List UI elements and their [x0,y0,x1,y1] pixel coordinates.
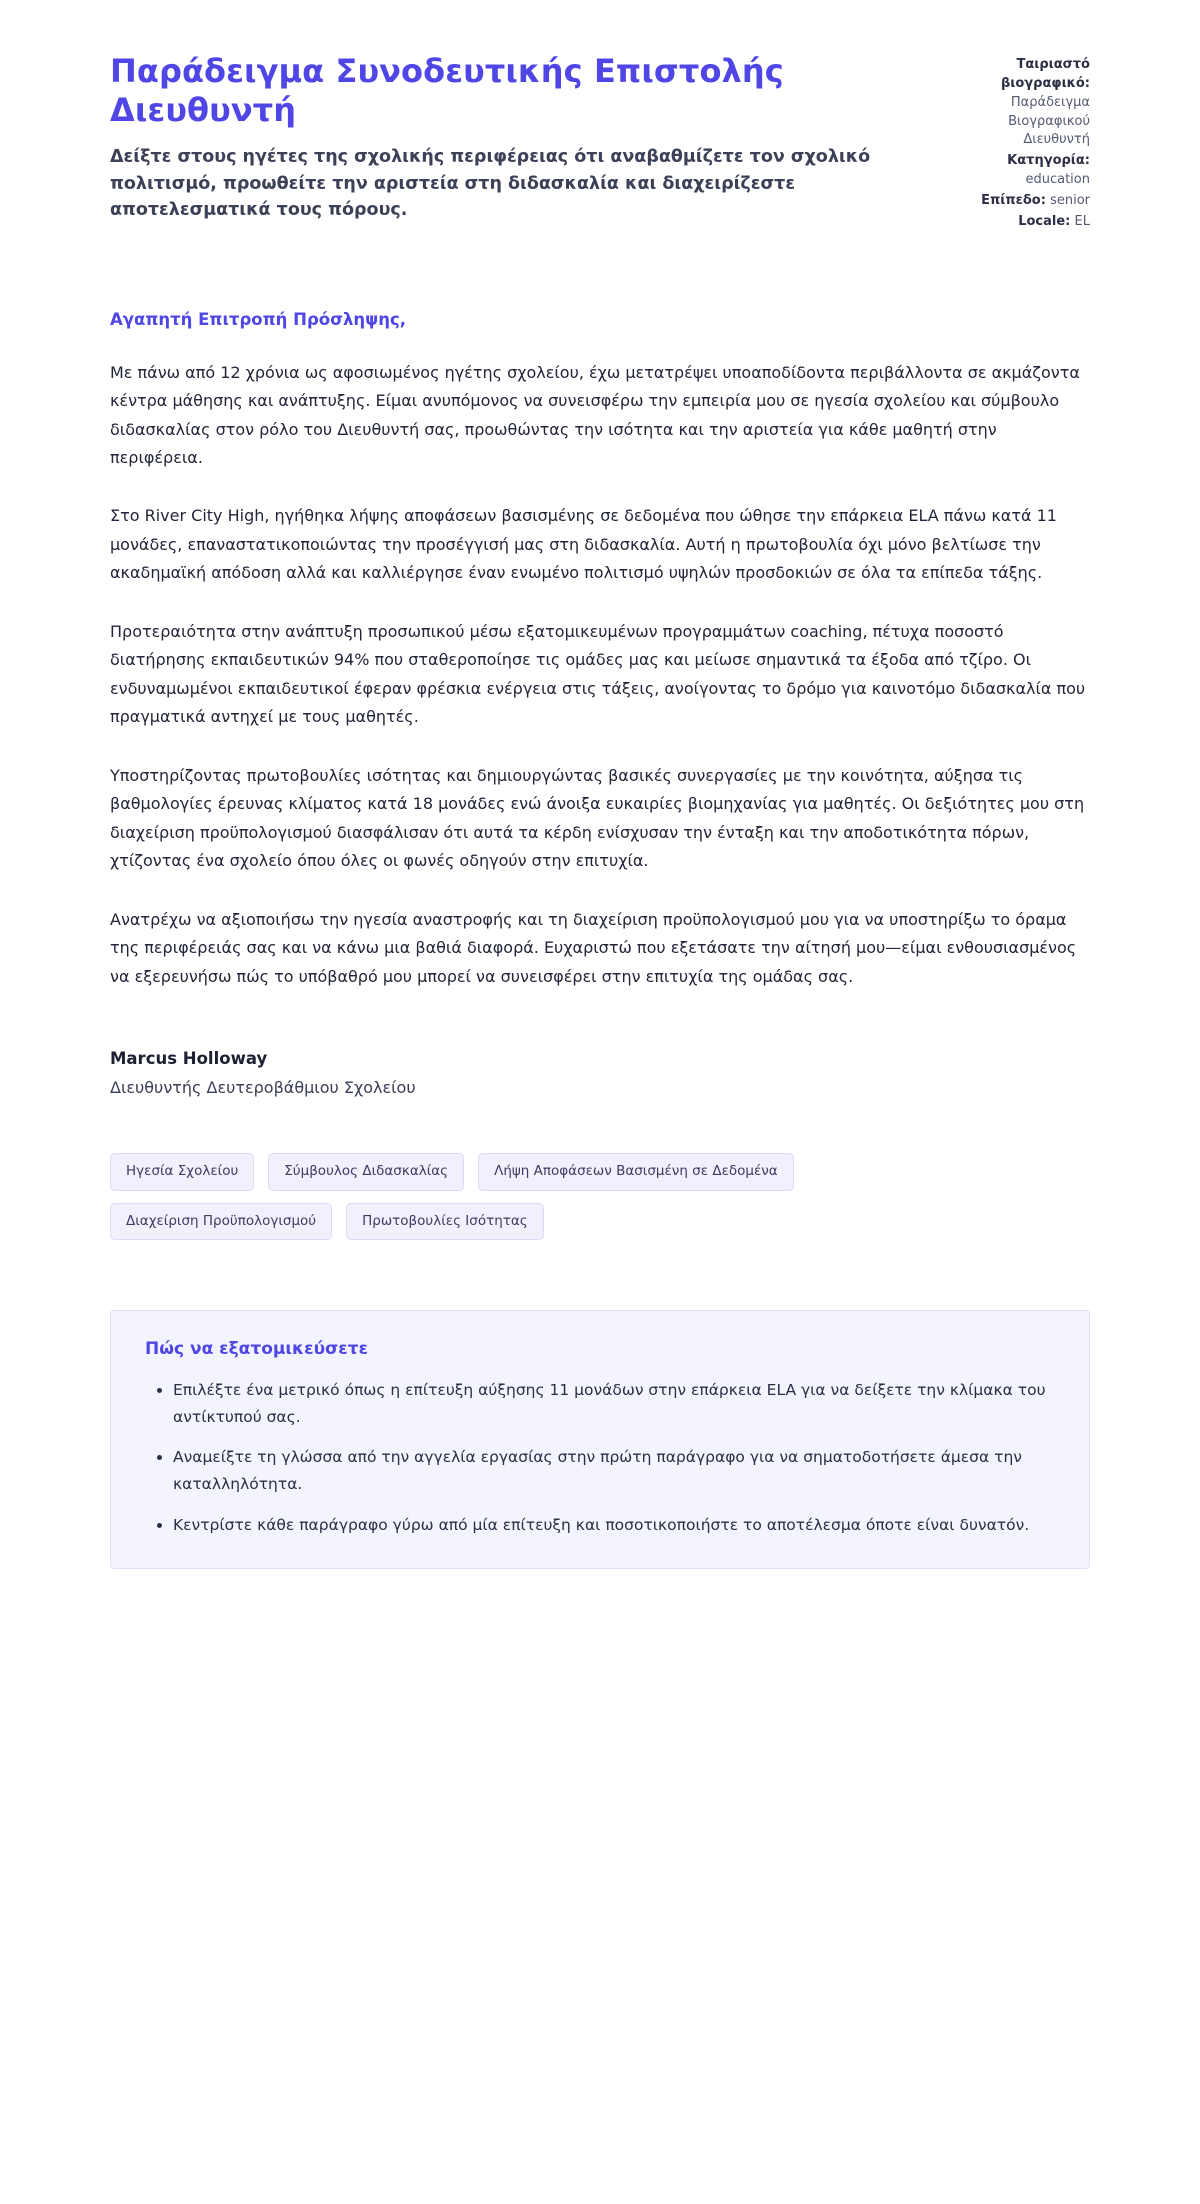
meta-locale-label: Locale: [1018,213,1071,229]
meta-category [940,152,1090,190]
meta-category-label: Κατηγορία: [1007,153,1090,169]
letter-paragraph: Προτεραιότητα στην ανάπτυξη προσωπικού μέσω εξατομικευμένων προγραμμάτων coaching, πέτυχα ποσοστό διατήρησης εκπαιδευτικών 94% που σταθεροποίησε τις ομάδες μας και μείωσε σημαντικά τα έξοδα από τζίρο. Οι ενδυναμωμένοι εκπαιδευτικοί έφεραν φρέσκια ενέργεια στις τάξεις, ανοίγοντας το δρόμο για καινοτόμο διδασκαλία που πραγματικά αντηχεί με τους μαθητές. [110,621,1086,727]
letter-paragraph: Στο River City High, ηγήθηκα λήψης αποφάσεων βασισμένης σε δεδομένα που ώθησε την επάρκεια ELA πάνω κατά 11 μονάδες, επαναστατικοποιώντας την προσέγγισή μας στη διδασκαλία. Αυτή η πρωτοβουλία όχι μόνο βελτίωσε την ακαδημαϊκή απόδοση αλλά και καλλιέργησε έναν ενωμένο πολιτισμό υψηλών προσδοκιών σε όλα τα επίπεδα τάξης. [110,506,1057,583]
page-subtitle: Δείξτε στους ηγέτες της σχολικής περιφέρειας ότι αναβαθμίζετε τον σχολικό πολιτισμό, προωθείτε την αριστεία στη διδασκαλία και διαχειρίζεστε αποτελεσματικά τους πόρους. [110,147,871,221]
letter-salutation: Αγαπητή Επιτροπή Πρόσληψης, [110,309,407,329]
meta-matched-resume-value: Παράδειγμα Βιογραφικού Διευθυντή [1008,94,1090,148]
tips-list-item: • Επιλέξτε ένα μετρικό όπως η επίτευξη αύξησης 11 μονάδων στην επάρκεια ELA για να δείξετε την κλίμακα του αντίκτυπού σας. [173,1377,1055,1430]
meta-matched-resume-label: Ταιριαστό βιογραφικό: [1001,57,1090,91]
header-text-block [110,52,900,224]
skill-tag[interactable]: Σύμβουλος Διδασκαλίας [268,1153,464,1191]
tips-list [145,1377,1055,1538]
skill-tag[interactable]: Ηγεσία Σχολείου [110,1153,254,1191]
skill-tag[interactable]: Λήψη Αποφάσεων Βασισμένη σε Δεδομένα [478,1153,794,1191]
meta-locale-value: EL [1074,213,1090,229]
skill-tag[interactable]: Πρωτοβουλίες Ισότητας [346,1203,544,1241]
document-metadata [940,52,1090,234]
letter-paragraph: Ανατρέχω να αξιοποιήσω την ηγεσία αναστροφής και τη διαχείριση προϋπολογισμού μου για να υποστηρίξω το όραμα της περιφέρειάς σας και να κάνω μια βαθιά διαφορά. Ευχαριστώ που εξετάσατε την αίτησή μου—είμαι ενθουσιασμένος να εξερευνήσω πώς το υπόβαθρό μου μπορεί να συνεισφέρει στην επιτυχία της ομάδας σας. [110,909,1077,986]
cover-letter-body [110,310,1090,1097]
meta-category-value: education [1025,172,1090,188]
meta-locale [940,213,1090,232]
document-header [110,52,1090,234]
signature-role: Διευθυντής Δευτεροβάθμιου Σχολείου [110,1078,416,1098]
meta-level-label: Επίπεδο: [981,192,1046,208]
signature-name: Marcus Holloway [110,1049,268,1069]
letter-paragraph: Υποστηρίζοντας πρωτοβουλίες ισότητας και δημιουργώντας βασικές συνεργασίες με την κοινότητα, αύξησα τις βαθμολογίες έρευνας κλίματος κατά 18 μονάδες ενώ άνοιξα ευκαιρίες βιομηχανίας για μαθητές. Οι δεξιότητες μου στη διαχείριση προϋπολογισμού διασφάλισαν ότι αυτά τα κέρδη ενίσχυσαν την ένταξη και την αποδοτικότητα πόρων, χτίζοντας ένα σχολείο όπου όλες οι φωνές οδηγούν στην επιτυχία. [110,765,1085,871]
tips-list-item: • Αναμείξτε τη γλώσσα από την αγγελία εργασίας στην πρώτη παράγραφο για να σηματοδοτήσετε άμεσα την καταλληλότητα. [173,1444,1055,1497]
letter-paragraph: Με πάνω από 12 χρόνια ως αφοσιωμένος ηγέτης σχολείου, έχω μετατρέψει υποαποδίδοντα περιβάλλοντα σε ακμάζοντα κέντρα μάθησης και ανάπτυξης. Είμαι ανυπόμονος να συνεισφέρω την εμπειρία μου σε ηγεσία σχολείου και σύμβουλο διδασκαλίας στον ρόλο του Διευθυντή σας, προωθώντας την ισότητα και την αριστεία για κάθε μαθητή στην περιφέρεια. [110,362,1080,467]
tips-title: Πώς να εξατομικεύσετε [145,1339,369,1360]
meta-matched-resume [940,56,1090,150]
page-title: Παράδειγμα Συνοδευτικής Επιστολής Διευθυντή [110,52,784,130]
meta-level-value: senior [1050,192,1090,208]
skill-tag-list [110,1153,950,1240]
tips-list-item: • Κεντρίστε κάθε παράγραφο γύρω από μία επίτευξη και ποσοτικοποιήστε το αποτέλεσμα όποτε είναι δυνατόν. [173,1512,1055,1539]
skill-tag[interactable]: Διαχείριση Προϋπολογισμού [110,1203,332,1241]
meta-level [940,192,1090,211]
letter-signature [110,1049,1090,1097]
customization-tips-panel [110,1310,1090,1569]
